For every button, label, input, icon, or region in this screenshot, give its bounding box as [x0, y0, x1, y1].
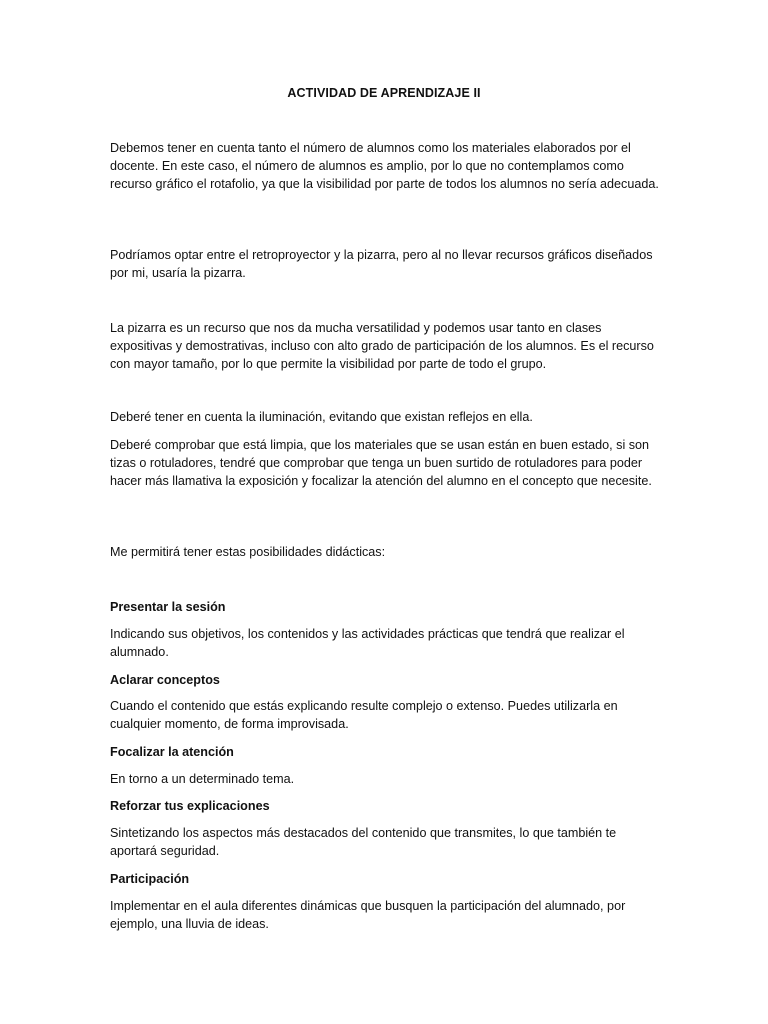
document-page — [110, 0, 665, 1024]
section-text-presentar: Indicando sus objetivos, los contenidos y las actividades prácticas que tendrá que realizar el alumnado. — [110, 627, 625, 659]
document-title: ACTIVIDAD DE APRENDIZAJE II — [287, 86, 481, 100]
section-text-participacion: Implementar en el aula diferentes dinámicas que busquen la participación del alumnado, por ejemplo, una lluvia de ideas. — [110, 899, 626, 931]
paragraph-retroproyector: Podríamos optar entre el retroproyector y la pizarra, pero al no llevar recursos gráficos diseñados por mi, usaría la pizarra. — [110, 248, 653, 280]
paragraph-comprobar: Deberé comprobar que está limpia, que los materiales que se usan están en buen estado, si son tizas o rotuladores, tendré que comprobar que tenga un buen surtido de rotuladores para poder hacer más llamativa la exposición y focalizar la atención del alumno en el concepto que necesite. — [110, 438, 652, 488]
section-text-reforzar: Sintetizando los aspectos más destacados del contenido que transmites, lo que también te aportará seguridad. — [110, 826, 617, 858]
section-heading-aclarar: Aclarar conceptos — [110, 673, 220, 687]
section-text-focalizar: En torno a un determinado tema. — [110, 772, 295, 786]
section-heading-focalizar: Focalizar la atención — [110, 745, 234, 759]
paragraph-iluminacion: Deberé tener en cuenta la iluminación, evitando que existan reflejos en ella. — [110, 410, 533, 424]
paragraph-pizarra: La pizarra es un recurso que nos da mucha versatilidad y podemos usar tanto en clases expositivas y demostrativas, incluso con alto grado de participación de los alumnos. Es el recurso con mayor tamaño, por lo que permite la visibilidad por parte de todo el grupo. — [110, 321, 654, 371]
section-heading-reforzar: Reforzar tus explicaciones — [110, 799, 270, 813]
section-heading-presentar: Presentar la sesión — [110, 600, 226, 614]
section-heading-participacion: Participación — [110, 872, 190, 886]
paragraph-posibilidades: Me permitirá tener estas posibilidades didácticas: — [110, 545, 386, 559]
section-text-aclarar: Cuando el contenido que estás explicando resulte complejo o extenso. Puedes utilizarla en cualquier momento, de forma improvisada. — [110, 699, 618, 731]
paragraph-alumnos: Debemos tener en cuenta tanto el número de alumnos como los materiales elaborados por el docente. En este caso, el número de alumnos es amplio, por lo que no contemplamos como recurso gráfico el rotafolio, ya que la visibilidad por parte de todos los alumnos no sería adecuada. — [110, 141, 659, 191]
